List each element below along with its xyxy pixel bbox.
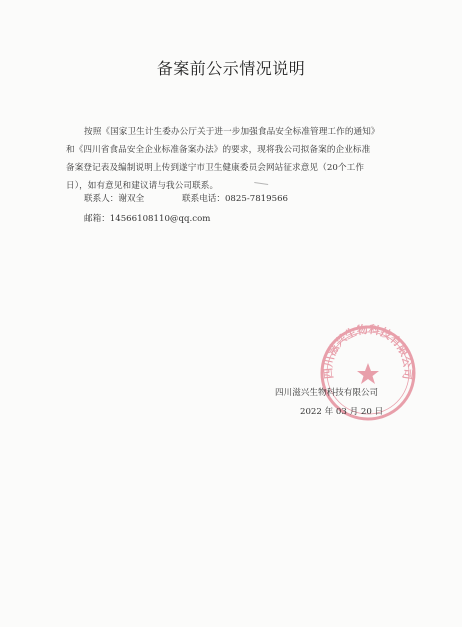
body-paragraph [66, 123, 412, 195]
contact-person: 联系人：谢双全 [84, 194, 145, 204]
contact-email: 邮箱：14566108110@qq.com [84, 214, 211, 224]
contact-phone: 联系电话：0825-7819566 [182, 194, 289, 204]
body-line: 和《四川省食品安全企业标准备案办法》的要求，现将我公司拟备案的企业标准 [66, 145, 371, 155]
seal-text: 四川滋兴生物科技有限公司 [321, 323, 415, 381]
body-line: 按照《国家卫生计生委办公厅关于进一步加强食品安全标准管理工作的通知》 [84, 127, 380, 137]
body-line: 日），如有意见和建议请与我公司联系。 [66, 181, 219, 191]
signature-date: 2022 年 03 月 20 日 [300, 407, 384, 417]
body-line: 备案登记表及编制说明上传到遂宁市卫生健康委员会网站征求意见（20个工作 [66, 163, 365, 173]
signature-company: 四川滋兴生物科技有限公司 [275, 388, 379, 398]
document-title: 备案前公示情况说明 [156, 59, 306, 78]
contact-row [84, 192, 289, 204]
